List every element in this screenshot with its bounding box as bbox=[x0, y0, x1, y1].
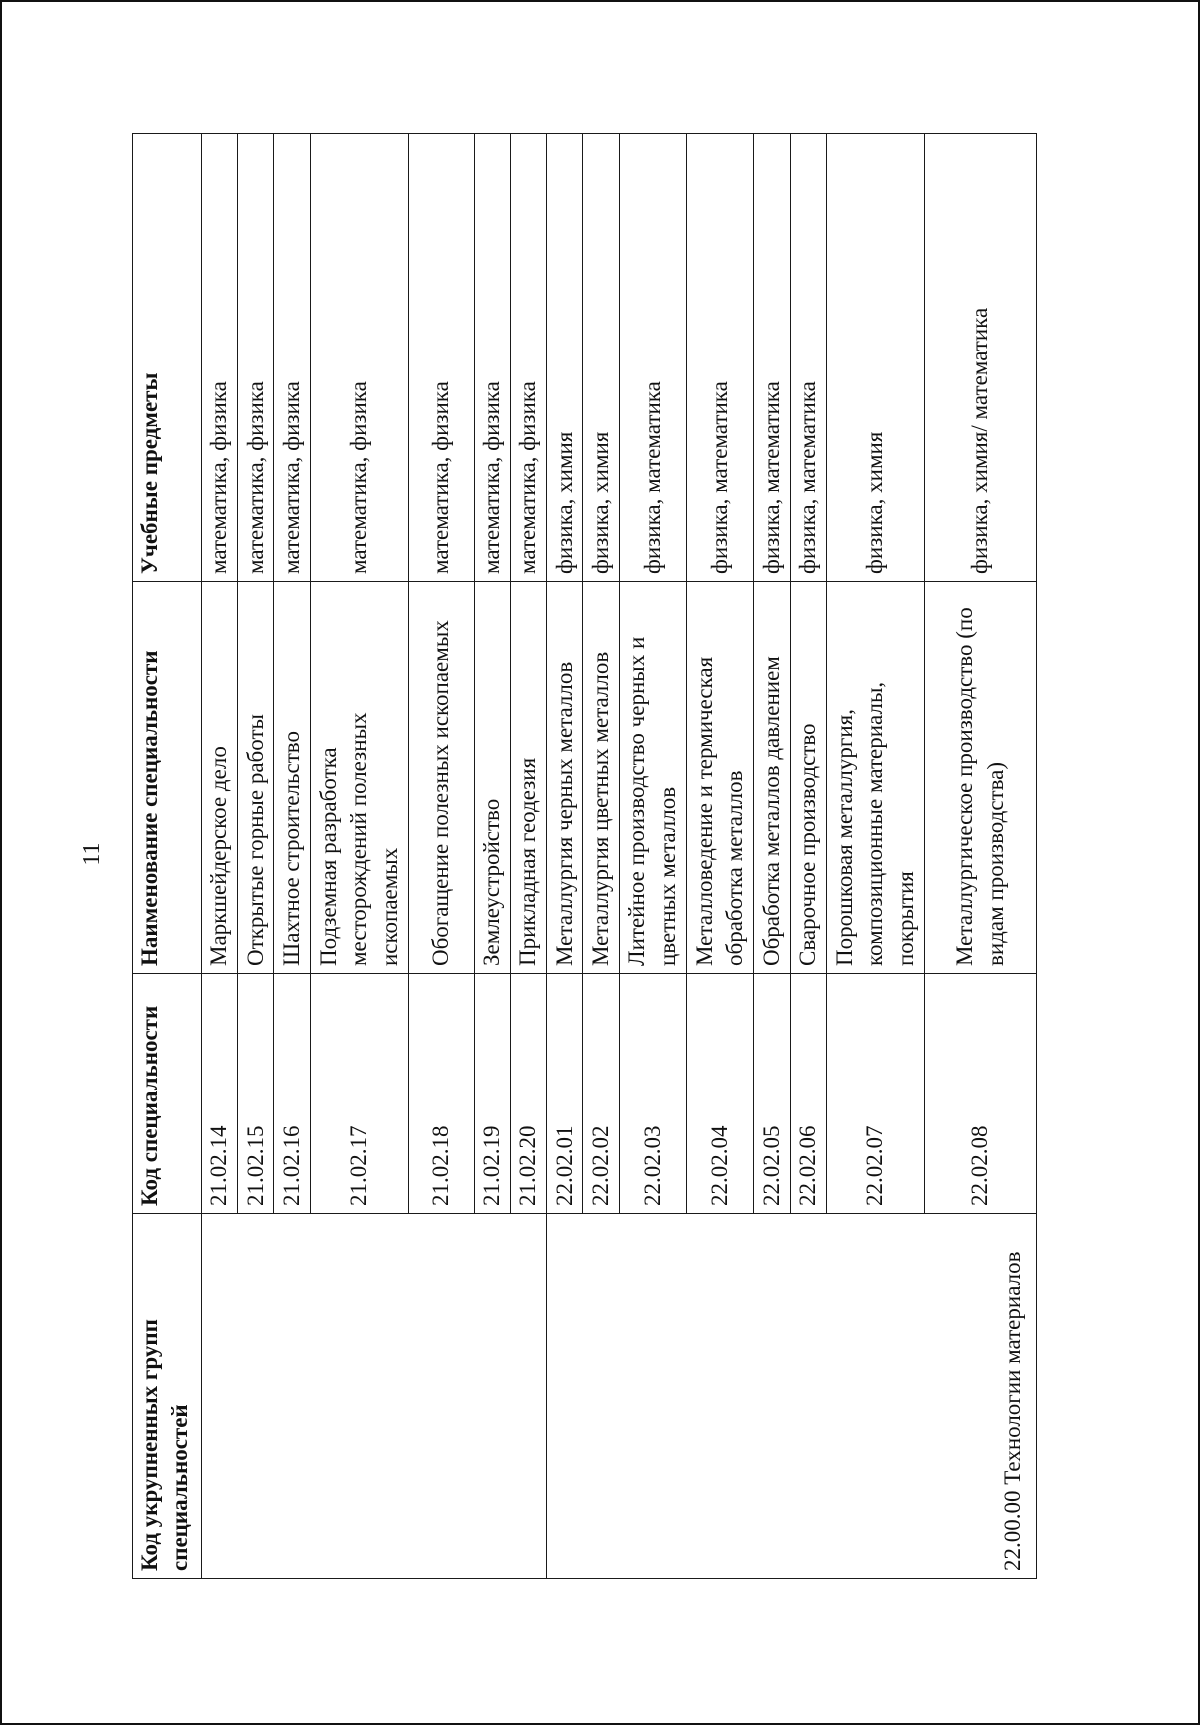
subjects: физика, математика bbox=[790, 134, 826, 582]
header-specialty-code: Код специальности bbox=[133, 974, 202, 1214]
subjects: математика, физика bbox=[238, 134, 274, 582]
specialty-name: Обработка металлов давлением bbox=[754, 582, 790, 974]
table-row bbox=[202, 134, 238, 1579]
specialty-name: Прикладная геодезия bbox=[510, 582, 546, 974]
specialty-name: Шахтное строительство bbox=[274, 582, 310, 974]
specialty-name: Металловедение и термическая обработка металлов bbox=[687, 582, 754, 974]
rotated-table-container bbox=[132, 134, 1037, 1579]
specialty-name: Землеустройство bbox=[474, 582, 510, 974]
specialty-name: Открытые горные работы bbox=[238, 582, 274, 974]
subjects: математика, физика bbox=[409, 134, 475, 582]
subjects: математика, физика bbox=[274, 134, 310, 582]
header-subjects: Учебные предметы bbox=[133, 134, 202, 582]
specialty-code: 22.02.01 bbox=[547, 974, 583, 1214]
specialty-name: Маркшейдерское дело bbox=[202, 582, 238, 974]
page-number: 11 bbox=[79, 842, 105, 866]
specialty-code: 21.02.14 bbox=[202, 974, 238, 1214]
specialty-name: Металлургическое производство (по видам производства) bbox=[925, 582, 1037, 974]
subjects: математика, физика bbox=[474, 134, 510, 582]
subjects: физика, химия bbox=[547, 134, 583, 582]
table-header-row bbox=[133, 134, 202, 1579]
table-row bbox=[547, 134, 583, 1579]
specialty-code: 22.02.05 bbox=[754, 974, 790, 1214]
subjects: физика, математика bbox=[619, 134, 686, 582]
specialty-name: Металлургия черных металлов bbox=[547, 582, 583, 974]
specialty-code: 22.02.02 bbox=[583, 974, 619, 1214]
specialty-code: 22.02.06 bbox=[790, 974, 826, 1214]
specialty-name: Подземная разработка месторождений полезных ископаемых bbox=[310, 582, 408, 974]
subjects: математика, физика bbox=[202, 134, 238, 582]
subjects: физика, математика bbox=[754, 134, 790, 582]
specialty-code: 22.02.04 bbox=[687, 974, 754, 1214]
specialty-name: Сварочное производство bbox=[790, 582, 826, 974]
specialty-code: 21.02.19 bbox=[474, 974, 510, 1214]
group-cell bbox=[202, 1214, 547, 1579]
group-cell: 22.00.00 Технологии материалов bbox=[547, 1214, 1037, 1579]
subjects: физика, химия/ математика bbox=[925, 134, 1037, 582]
specialty-code: 21.02.17 bbox=[310, 974, 408, 1214]
subjects: математика, физика bbox=[310, 134, 408, 582]
specialty-name: Обогащение полезных ископаемых bbox=[409, 582, 475, 974]
subjects: математика, физика bbox=[510, 134, 546, 582]
subjects: физика, химия bbox=[583, 134, 619, 582]
specialty-code: 21.02.20 bbox=[510, 974, 546, 1214]
specialty-code: 21.02.16 bbox=[274, 974, 310, 1214]
specialties-table bbox=[132, 133, 1037, 1579]
subjects: физика, математика bbox=[687, 134, 754, 582]
header-group-code: Код укрупненных групп специальностей bbox=[133, 1214, 202, 1579]
specialty-name: Литейное производство черных и цветных металлов bbox=[619, 582, 686, 974]
specialty-name: Порошковая металлургия, композиционные материалы, покрытия bbox=[826, 582, 924, 974]
specialty-name: Металлургия цветных металлов bbox=[583, 582, 619, 974]
specialty-code: 22.02.08 bbox=[925, 974, 1037, 1214]
specialty-code: 22.02.07 bbox=[826, 974, 924, 1214]
specialty-code: 21.02.18 bbox=[409, 974, 475, 1214]
header-specialty-name: Наименование специальности bbox=[133, 582, 202, 974]
specialty-code: 22.02.03 bbox=[619, 974, 686, 1214]
specialty-code: 21.02.15 bbox=[238, 974, 274, 1214]
subjects: физика, химия bbox=[826, 134, 924, 582]
